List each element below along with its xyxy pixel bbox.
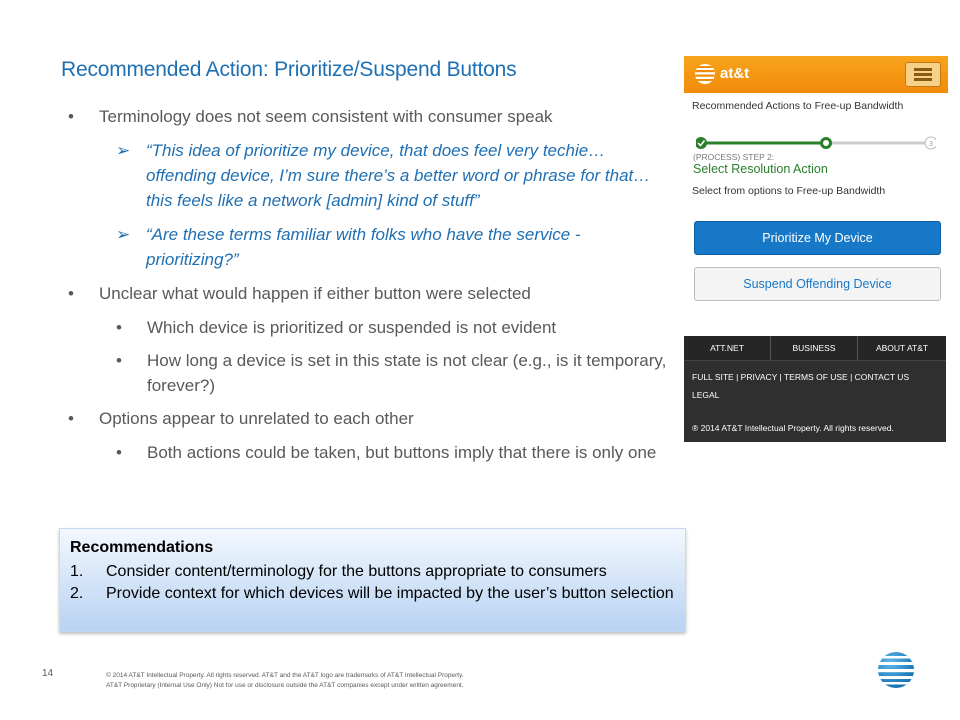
recommendations-heading: Recommendations xyxy=(70,539,214,556)
suspend-device-button[interactable]: Suspend Offending Device xyxy=(694,267,941,301)
quote-text: “Are these terms familiar with folks who have the service - prioritizing?” xyxy=(146,225,581,269)
quote-item xyxy=(68,222,676,272)
sub-bullet-text: Both actions could be taken, but buttons imply that there is only one xyxy=(147,443,657,462)
step-3-number: 3 xyxy=(929,141,933,148)
app-header xyxy=(684,56,948,93)
footer-copyright: ® 2014 AT&T Intellectual Property. All rights reserved. xyxy=(692,423,894,433)
att-globe-logo-icon xyxy=(877,651,915,689)
recommendation-text: Consider content/terminology for the buttons appropriate to consumers xyxy=(106,563,607,580)
recommendation-text: Provide context for which devices will be impacted by the user’s button selection xyxy=(106,585,674,602)
recommendation-item xyxy=(70,560,706,583)
step-label: (PROCESS) STEP 2: xyxy=(693,152,775,162)
footer-links[interactable]: FULL SITE | PRIVACY | TERMS OF USE | CONTACT US xyxy=(692,372,910,382)
quote-item xyxy=(68,138,676,213)
arrow-bullet-icon: ➢ xyxy=(116,141,131,160)
att-globe-icon xyxy=(694,63,716,85)
bullet-text: Terminology does not seem consistent with consumer speak xyxy=(99,107,553,126)
step-progress-indicator xyxy=(696,136,936,150)
sub-bullet-text: How long a device is set in this state is not clear (e.g., is it temporary, forever?) xyxy=(147,351,667,395)
bullet-glyph: • xyxy=(116,443,122,462)
bullet-list xyxy=(68,104,676,473)
recommendation-number: 2. xyxy=(70,585,84,602)
slide-title: Recommended Action: Prioritize/Suspend Buttons xyxy=(61,58,517,81)
recommendations-box xyxy=(59,528,686,632)
arrow-bullet-icon: ➢ xyxy=(116,225,131,244)
bullet-glyph: • xyxy=(116,318,122,337)
recommendation-item xyxy=(70,582,706,605)
phone-screenshot xyxy=(684,56,948,301)
footer-line: AT&T Proprietary (Internal Use Only) Not for use or disclosure outside the AT&T companies except under written agreement. xyxy=(106,682,464,689)
bullet-item xyxy=(68,281,676,306)
step-hint: Select from options to Free-up Bandwidth xyxy=(692,185,886,197)
slide-footer xyxy=(106,671,464,691)
bullet-glyph: • xyxy=(68,107,74,126)
quote-text: “This idea of prioritize my device, that does feel very techie… offending device, I’m sure there’s a better word or phrase for that… this feels like a network [admin] kind of stuff” xyxy=(146,141,651,210)
footer-nav-att-net[interactable]: ATT.NET xyxy=(684,336,771,360)
bullet-item xyxy=(68,104,676,129)
bullet-glyph: • xyxy=(68,284,74,303)
bullet-item xyxy=(68,406,676,431)
page-subtitle: Recommended Actions to Free-up Bandwidth xyxy=(692,100,904,112)
sub-bullet-item xyxy=(68,440,676,465)
footer-nav-about[interactable]: ABOUT AT&T xyxy=(875,343,929,353)
sub-bullet-item xyxy=(68,315,676,340)
sub-bullet-item xyxy=(68,348,676,398)
bullet-glyph: • xyxy=(116,351,122,370)
recommendation-number: 1. xyxy=(70,563,84,580)
footer-line: © 2014 AT&T Intellectual Property. All rights reserved. AT&T and the AT&T logo are trademarks of AT&T Intellectual Property. xyxy=(106,672,464,679)
footer-nav xyxy=(684,336,946,361)
footer-legal-link[interactable]: LEGAL xyxy=(692,390,720,400)
bullet-text: Options appear to unrelated to each other xyxy=(99,409,414,428)
bullet-text: Unclear what would happen if either button were selected xyxy=(99,284,531,303)
hamburger-menu-icon[interactable] xyxy=(905,62,941,87)
bullet-glyph: • xyxy=(68,409,74,428)
sub-bullet-text: Which device is prioritized or suspended is not evident xyxy=(147,318,557,337)
step-name: Select Resolution Action xyxy=(693,162,828,176)
brand-name: at&t xyxy=(720,65,750,82)
footer-nav-business[interactable]: BUSINESS xyxy=(771,336,858,360)
page-number: 14 xyxy=(42,668,54,679)
phone-footer xyxy=(684,336,946,442)
prioritize-device-button[interactable]: Prioritize My Device xyxy=(694,221,941,255)
